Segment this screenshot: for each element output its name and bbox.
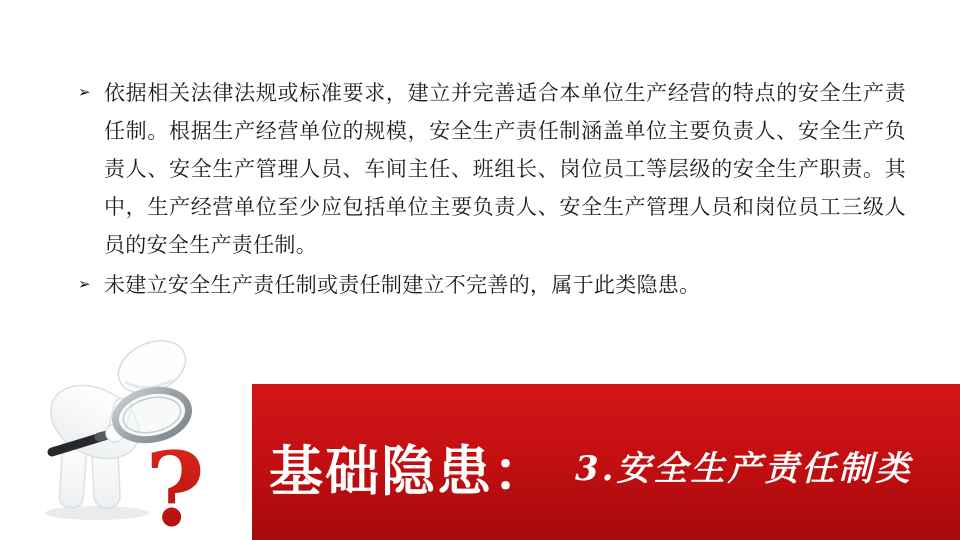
bullet-text-responsibility-system: 依据相关法律法规或标准要求，建立并完善适合本单位生产经营的特点的安全生产责任制。根据生产经营单位的规模，安全生产责任制涵盖单位主要负责人、安全生产负责人、安全生产管理人员、车间主任、班组长、岗位员工等层级的安全生产职责。其中，生产经营单位至少应包括单位主要负责人、安全生产管理人员和岗位员工三级人员的安全生产责任制。 bbox=[104, 82, 906, 257]
inspector-figure-svg bbox=[25, 332, 240, 532]
bullet-arrow-icon: ➢ bbox=[78, 276, 91, 293]
inspector-figure-illustration bbox=[25, 332, 240, 532]
bullet-item bbox=[78, 267, 908, 305]
banner-subtitle: 3.安全生产责任制类 bbox=[575, 448, 913, 489]
bullet-arrow-icon: ➢ bbox=[78, 84, 91, 101]
question-mark: ? bbox=[145, 430, 205, 532]
bullet-item bbox=[78, 75, 908, 265]
ground-shadow bbox=[45, 506, 149, 520]
banner-title: 基础隐患： bbox=[269, 441, 549, 502]
bullet-list bbox=[78, 75, 908, 307]
category-banner bbox=[252, 384, 960, 540]
bullet-text-hazard-definition: 未建立安全生产责任制或责任制建立不完善的，属于此类隐患。 bbox=[104, 274, 701, 297]
